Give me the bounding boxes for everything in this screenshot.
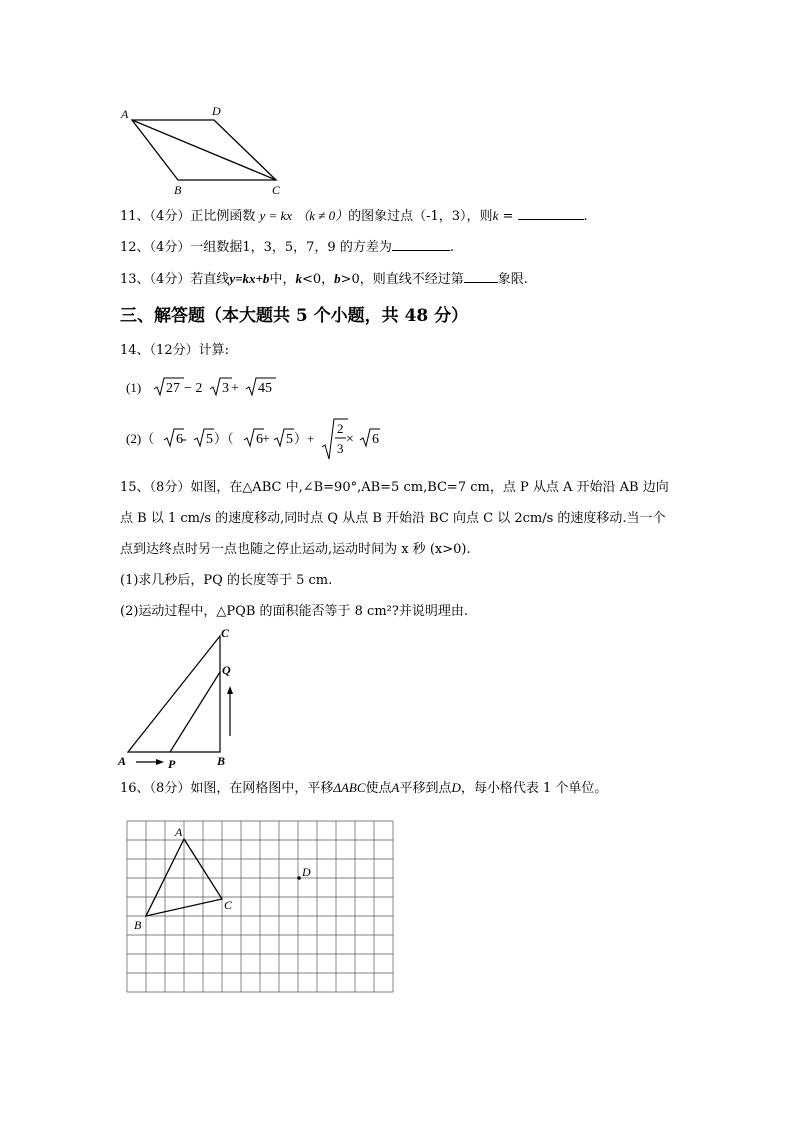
fraction-numerator: 2 (337, 421, 344, 436)
operator: × (346, 432, 354, 447)
q15-line3: 点到达终点时另一点也随之停止运动,运动时间为 x 秒 (x>0). (120, 542, 471, 557)
q11-number: 11、（4分） (120, 209, 191, 224)
q11-k: k (492, 208, 499, 223)
section-3-heading: 三、解答题（本大题共 5 个小题，共 48 分） (120, 306, 469, 326)
radicand: 6 (256, 432, 263, 447)
sqrt-sign-fraction (322, 419, 348, 459)
q15-line2: 点 B 以 1 cm/s 的速度移动,同时点 Q 从点 B 开始沿 BC 向点 C 以 2cm/s 的速度移动.当一个 (120, 511, 666, 526)
q11-text1: 正比例函数 (190, 209, 256, 224)
paren-mid: ）（ (214, 431, 234, 446)
point-d (297, 876, 301, 880)
q16-text4: ，每小格代表 1 个单位。 (460, 781, 608, 796)
q15-line1: 15、（8分）如图，在△ABC 中,∠B=90°,AB=5 cm,BC=7 cm，点 P 从点 A 开始沿 AB 边向 (120, 480, 669, 495)
label-p: P (168, 757, 176, 771)
fraction-denominator: 3 (337, 441, 344, 456)
radicand: 6 (176, 432, 183, 447)
q13-text5: 象限. (497, 272, 528, 287)
label-a: A (118, 754, 127, 768)
q13-k: k (295, 271, 302, 286)
q16-text3: 平移到点 (399, 781, 452, 796)
label-c: C (224, 898, 233, 912)
arrow-right-head (156, 759, 164, 765)
label-c: C (272, 183, 281, 197)
label-d: D (212, 104, 221, 118)
label-q: Q (222, 663, 231, 677)
q11-function: y = kx (259, 208, 293, 223)
q11-answer-blank[interactable] (518, 207, 584, 220)
radicand: 5 (206, 432, 213, 447)
parallelogram-figure (116, 100, 296, 198)
q14-part2-expression (126, 417, 386, 463)
q12-number: 12、（4分） (120, 240, 191, 255)
q14-part2-label: (2)（ (126, 431, 155, 446)
radicand: 3 (222, 381, 229, 396)
label-b: B (174, 183, 182, 197)
q14-part1-label: (1) (126, 380, 142, 395)
q12-text: 一组数据1，3，5，7，9 的方差为 (190, 240, 392, 255)
question-13 (120, 270, 528, 289)
q16-triangle: ΔABC (333, 780, 366, 795)
radicand: 27 (166, 381, 180, 396)
q15-triangle-figure (116, 624, 246, 772)
label-a: A (121, 107, 129, 121)
label-c: C (221, 626, 230, 640)
q14-part1-expression (126, 373, 286, 401)
q13-answer-blank[interactable] (464, 270, 498, 283)
grid-lines (127, 821, 393, 992)
label-a: A (175, 825, 183, 839)
q13-text2: 中， (269, 272, 296, 287)
q15-subquestion-2: (2)运动过程中，△PQB 的面积能否等于 8 cm²?并说明理由. (120, 604, 468, 619)
label-b: B (134, 918, 142, 932)
arrow-up-head (227, 686, 233, 694)
operator: - (182, 432, 187, 447)
q13-function: y=kx+b (229, 271, 270, 286)
question-14-heading: 14、（12分）计算: (120, 343, 229, 358)
diagonal-ac (132, 120, 276, 180)
q11-eq: = (498, 209, 518, 224)
q16-point-d: D (451, 780, 461, 795)
q16-text2: 使点 (365, 781, 392, 796)
q16-point-a: A (391, 780, 400, 795)
q13-text3: <0， (301, 272, 335, 287)
q16-text1: 16、（8分）如图，在网格图中，平移 (120, 781, 334, 796)
q15-subquestion-1: (1)求几秒后，PQ 的长度等于 5 cm. (120, 573, 333, 588)
radicand: 45 (258, 381, 272, 396)
label-b: B (217, 754, 226, 768)
q13-text4: >0，则直线不经过第 (340, 272, 464, 287)
segment-pq (170, 672, 220, 752)
q13-number: 13、（4分） (120, 272, 191, 287)
operator: − 2 (184, 381, 203, 396)
q13-text1: 若直线 (190, 272, 230, 287)
label-d: D (302, 865, 311, 879)
paren-end: ）+ (294, 431, 315, 446)
operator: + (262, 432, 270, 447)
radicand: 5 (286, 432, 293, 447)
radicand: 6 (372, 432, 379, 447)
operator: + (231, 381, 239, 396)
q16-grid-figure (120, 815, 405, 1000)
q11-condition: （k ≠ 0） (296, 208, 349, 223)
question-11: 11、（4分）正比例函数 y = kx （k ≠ 0）的图象过点（-1，3），则k = . (120, 208, 588, 224)
q11-text2: 的图象过点（-1，3），则 (348, 209, 493, 224)
q12-answer-blank[interactable] (392, 238, 450, 251)
q13-b: b (334, 271, 341, 286)
question-16 (120, 779, 607, 798)
question-12: 12、（4分）一组数据1，3，5，7，9 的方差为 . (120, 240, 454, 255)
